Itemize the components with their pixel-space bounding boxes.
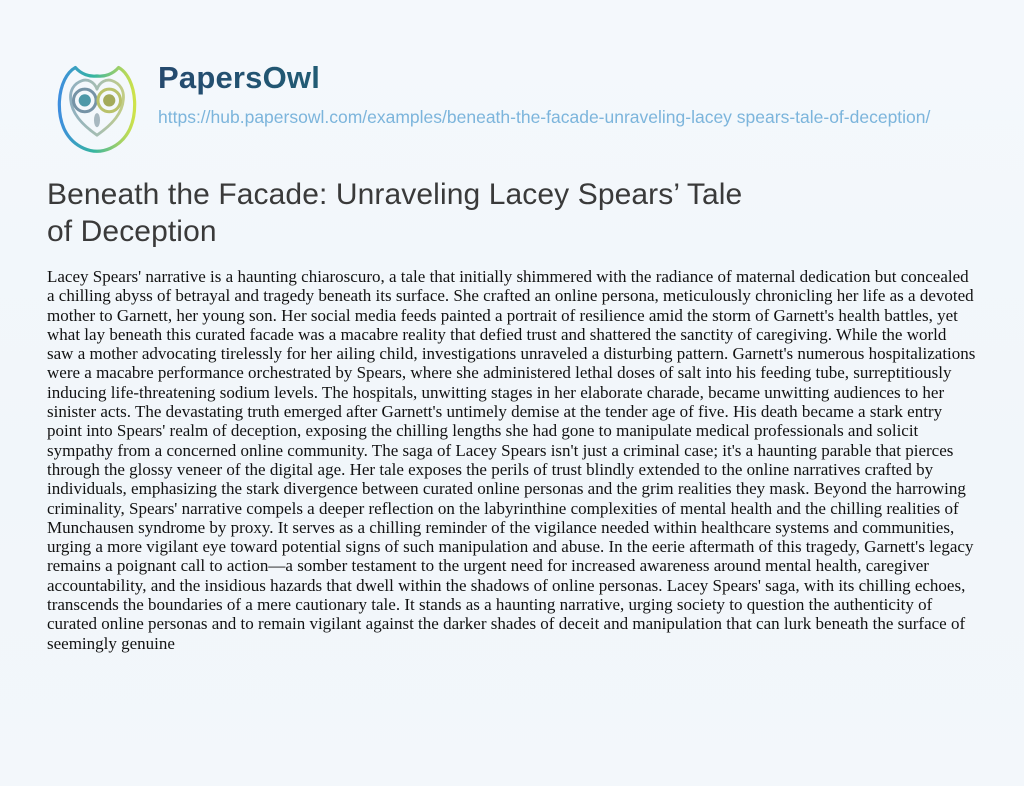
header-text <box>158 56 940 130</box>
brand-name: PapersOwl <box>158 60 940 96</box>
article-body: Lacey Spears' narrative is a haunting chiaroscuro, a tale that initially shimmered with the radiance of maternal dedication but concealed a chilling abyss of betrayal and tragedy beneath its surface. She crafted an online persona, meticulously chronicling her life as a devoted mother to Garnett, her young son. Her social media feeds painted a portrait of resilience amid the storm of Garnett's health battles, yet what lay beneath this curated facade was a macabre reality that defied trust and shattered the sanctity of caregiving. While the world saw a mother advocating tirelessly for her ailing child, investigations unraveled a disturbing pattern. Garnett's numerous hospitalizations were a macabre performance orchestrated by Spears, where she administered lethal doses of salt into his feeding tube, surreptitiously inducing life-threatening sodium levels. The hospitals, unwitting stages in her elaborate charade, became unwitting audiences to her sinister acts. The devastating truth emerged after Garnett's untimely demise at the tender age of five. His death became a stark entry point into Spears' realm of deception, exposing the chilling lengths she had gone to manipulate medical professionals and solicit sympathy from a concerned online community. The saga of Lacey Spears isn't just a criminal case; it's a haunting parable that pierces through the glossy veneer of the digital age. Her tale exposes the perils of trust blindly extended to the online narratives crafted by individuals, emphasizing the stark divergence between curated online personas and the grim realities they mask. Beyond the harrowing criminality, Spears' narrative compels a deeper reflection on the labyrinthine complexities of mental health and the chilling realities of Munchausen syndrome by proxy. It serves as a chilling reminder of the vigilance needed within healthcare systems and communities, urging a more vigilant eye toward potential signs of such manipulation and abuse. In the eerie aftermath of this tragedy, Garnett's legacy remains a poignant call to action—a somber testament to the urgent need for increased awareness around mental health, caregiver accountability, and the insidious hazards that dwell within the shadows of online personas. Lacey Spears' saga, with its chilling echoes, transcends the boundaries of a mere cautionary tale. It stands as a haunting narrative, urging society to question the authenticity of curated online personas and to remain vigilant against the darker shades of deceit and manipulation that can lurk beneath the surface of seemingly genuine <box>47 267 976 653</box>
article-content <box>0 176 1024 653</box>
article-title: Beneath the Facade: Unraveling Lacey Spears’ Tale of Deception <box>47 178 743 248</box>
owl-logo-icon <box>50 56 144 158</box>
site-header <box>0 0 1024 158</box>
article-url-link[interactable]: https://hub.papersowl.com/examples/beneath-the-facade-unraveling-lacey spears-tale-of-deception/ <box>158 107 931 127</box>
papersowl-logo[interactable] <box>50 56 144 158</box>
